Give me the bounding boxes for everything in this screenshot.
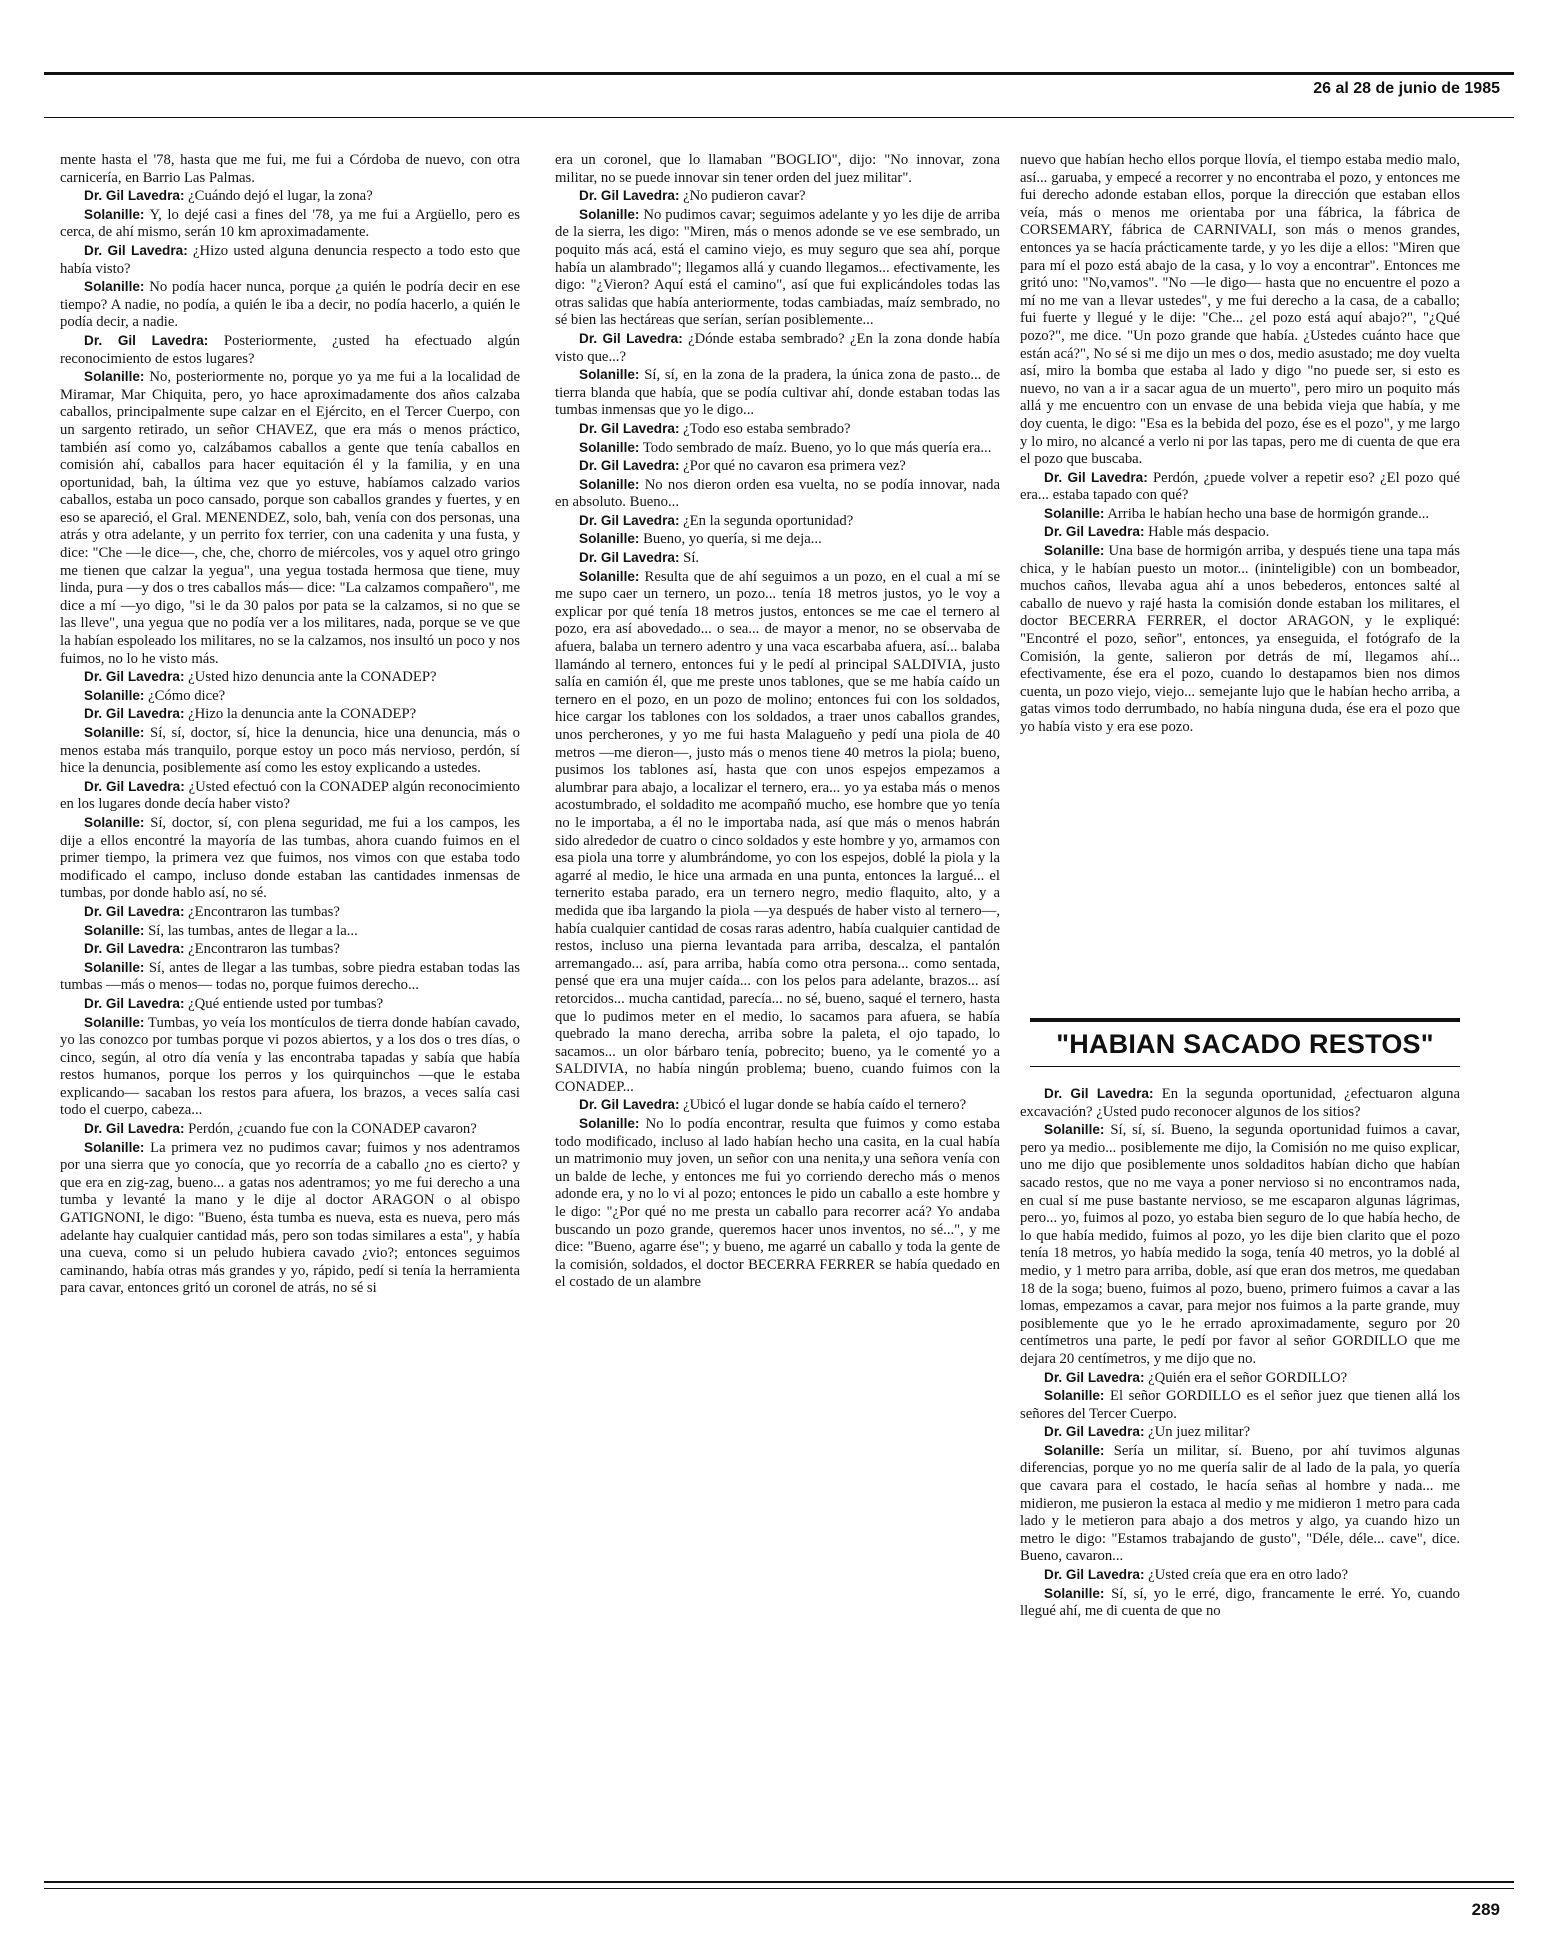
speaker-label: Solanille: [84, 725, 145, 740]
paragraph [1020, 523, 1460, 542]
speaker-label: Dr. Gil Lavedra: [84, 941, 185, 957]
speaker-label: Solanille: [84, 922, 145, 938]
paragraph-text: Sería un militar, sí. Bueno, por ahí tuvimos algunas diferencias, porque yo no me quería salir de al lado de la pala, yo quería que cavara para el costado, le hacía señas al hombre y nada... me midieron, me pusieron la estaca al medio y me midieron 1 metro para cada lado y le metieron para abajo a dos metros y algo, ya cuando hizo un metro le digo: "Estamos trabajando de gusto", "Déle, déle... cave", dice. Bueno, cavaron... [1020, 1442, 1460, 1565]
speaker-label: Dr. Gil Lavedra: [84, 903, 185, 919]
paragraph [60, 187, 520, 206]
text-column-3-top [1020, 152, 1460, 992]
paragraph-text: ¿Qué entiende usted por tumbas? [188, 995, 384, 1012]
paragraph [60, 995, 520, 1014]
speaker-label: Solanille: [1044, 1388, 1105, 1404]
speaker-label: Dr. Gil Lavedra: [1044, 524, 1145, 540]
speaker-label: Solanille: [84, 206, 145, 222]
header-rule-bottom [44, 117, 1514, 118]
paragraph-text: Arriba le habían hecho una base de hormigón grande... [1107, 505, 1430, 522]
paragraph [60, 368, 520, 668]
paragraph-text: Perdón, ¿puede volver a repetir eso? ¿El pozo qué era... estaba tapado con qué? [1020, 469, 1460, 504]
paragraph-text: ¿En la segunda oportunidad? [683, 512, 854, 529]
footer-rule-bottom [44, 1888, 1514, 1889]
speaker-label: Dr. Gil Lavedra: [579, 1097, 680, 1113]
paragraph [60, 1014, 520, 1121]
speaker-label: Dr. Gil Lavedra: [579, 512, 680, 528]
paragraph-text: ¿Por qué no cavaron esa primera vez? [683, 458, 906, 475]
text-column-2 [555, 152, 1000, 1872]
speaker-label: Solanille: [1044, 1442, 1105, 1458]
paragraph [1020, 1442, 1460, 1566]
paragraph-text: No lo podía encontrar, resulta que fuimos y como estaba todo modificado, incluso al lado habían hecho una casita, en la cual había un matrimonio muy joven, un señor con una nenita,y una señora venía con un balde de leche, y entonces me fui yo corriendo derecho más o menos adonde era, y no lo vi al pozo; entonces le pido un caballo a este hombre y le digo: "¿Por qué no me presta un caballo para recorrer acá? Yo andaba buscando un pozo grande, queremos hacer unos inventos, no sé...", y me dice: "Bueno, agarre ése"; y bueno, me agarré un caballo y toda la gente de la comisión, soldados, el doctor BECERRA FERRER se había quedado en el costado de un alambre [555, 1116, 1000, 1291]
paragraph [60, 940, 520, 959]
speaker-label: Dr. Gil Lavedra: [579, 420, 680, 436]
paragraph [1020, 1085, 1460, 1121]
speaker-label: Solanille: [579, 476, 640, 492]
speaker-label: Solanille: [1044, 1585, 1105, 1601]
speaker-label: Dr. Gil Lavedra: [84, 706, 185, 722]
speaker-label: Solanille: [84, 1139, 145, 1155]
header-rule-top [44, 72, 1514, 75]
paragraph-text: ¿Cómo dice? [148, 687, 226, 704]
speaker-label: Solanille: [579, 568, 640, 584]
paragraph [60, 724, 520, 778]
speaker-label: Dr. Gil Lavedra: [84, 995, 185, 1011]
paragraph [60, 814, 520, 903]
paragraph-text: Sí, doctor, sí, con plena seguridad, me fui a los campos, les dije a ellos encontré la mayoría de las tumbas, ahora cuando fuimos en el primer tiempo, la primera vez que fuimos, nos vimos con que estaba todo modificado el campo, incluso donde estaban las cantidades inmensas de tumbas, por donde hablo así, no sé. [60, 814, 520, 902]
paragraph-text: ¿Cuándo dejó el lugar, la zona? [188, 188, 373, 205]
speaker-label: Dr. Gil Lavedra: [579, 330, 683, 346]
paragraph [555, 512, 1000, 531]
paragraph [555, 476, 1000, 512]
paragraph [60, 242, 520, 278]
paragraph [60, 1120, 520, 1139]
speaker-label: Solanille: [84, 1014, 145, 1030]
paragraph-text: Una base de hormigón arriba, y después tiene una tapa más chica, y le habían puesto un motor... (ininteligible) con un bombeador, muchos caños, llevaba agua ahí a unos bebederos, entonces salté al caballo de nuevo y rajé hasta la comisión donde estaban los militares, el doctor BECERRA FERRER, el doctor ARAGON, y le expliqué: "Encontré el pozo, señor", entonces, ya enseguida, el fotógrafo de la Comisión, la gente, salieron por detrás de mí, llegamos ahí... efectivamente, ése era el pozo, cuando lo destapamos bien nos dimos cuenta, un pozo viejo, viejo... semejante lujo que le habían hecho arriba, a gatas vimos todo derrumbado, no había ninguna duda, ése era el pozo que yo había visto y era ese pozo. [1020, 543, 1460, 735]
speaker-label: Dr. Gil Lavedra: [84, 1121, 185, 1137]
speaker-label: Solanille: [1044, 543, 1105, 559]
paragraph [1020, 505, 1460, 524]
paragraph [1020, 1566, 1460, 1585]
paragraph-text: Tumbas, yo veía los montículos de tierra donde habían cavado, yo las conozco por tumbas porque vi pozos abiertos, y a los dos o tres días, o cinco, según, al otro día venía y las encontraba tapadas y sabía que había restos humanos, porque los perros y los quirquinchos —que le estaba explicando— sacaban los restos para afuera, los brazos, a veces salía casi todo el cuerpo, cabeza... [60, 1014, 520, 1119]
paragraph-text: ¿Hizo usted alguna denuncia respecto a todo esto que había visto? [60, 242, 520, 277]
text-column-3-bottom [1020, 1085, 1460, 1865]
paragraph-text: Sí. [683, 550, 700, 567]
paragraph-text: ¿Usted hizo denuncia ante la CONADEP? [188, 669, 437, 686]
speaker-label: Solanille: [579, 531, 640, 547]
paragraph [555, 1096, 1000, 1115]
paragraph-text: Bueno, yo quería, si me deja... [643, 531, 822, 548]
paragraph [1020, 1585, 1460, 1621]
paragraph-text: nuevo que habían hecho ellos porque llovía, el tiempo estaba medio malo, así... garuaba, y empecé a recorrer y no encontraba el pozo, y entonces me fui derecho adonde estaban ellos, porque la dirección que estaban ellos veía, más o menos me orientaba por una fábrica, la fábrica de CORSEMARY, fábrica de CARNIVALI, son más o menos grandes, entonces ya se hacía prácticamente tarde, y yo les dije a ellos: "Miren que para mí el pozo está abajo de la casa, y lo voy a encontrar". Entonces me gritó uno: "No,vamos". "No —le digo— hasta que no encuentre el pozo a mí no me van a llevar ustedes", y me fui derecho a la casa, de a caballo; fui fuerte y llegué y le dije: "Che... ¿el pozo está aquí abajo?", "¿Qué pozo?", me dice. "Un pozo grande que había. ¿Ustedes cuánto hace que están acá?", No sé si me dijo un mes o dos, medio asustado; me doy vuelta así, miro la bomba que estaba al lado y digo "no puede ser, si esto es nuevo, no van a ir a sacar agua de un muerto", pero miro un poquito más allá y me encuentro con un envase de una bebida vieja que había, y me doy cuenta, le digo: "Esa es la bebida del pozo, ése es el pozo", y me largo y lo miro, no alcancé a verlo ni por las tapas, pero me di cuenta de que era el pozo que buscaba. [1020, 152, 1460, 468]
paragraph-text: era un coronel, que lo llamaban "BOGLIO", dijo: "No innovar, zona militar, no se puede innovar sin tener orden del juez militar". [555, 152, 1000, 186]
paragraph-text: ¿Dónde estaba sembrado? ¿En la zona donde había visto que...? [555, 330, 1000, 365]
speaker-label: Solanille: [84, 687, 145, 703]
paragraph [1020, 1121, 1460, 1368]
paragraph-text: Sí, sí, sí. Bueno, la segunda oportunidad fuimos a cavar, pero ya medio... posiblemente me dijo, la Comisión no me quiso explicar, uno me dijo que posiblemente unos soldaditos habían dicho que habían sacado restos, que no me vaya a poner nervioso si no encontramos nada, en cual sí me puse bastante nervioso, se me escaparon algunas lágrimas, pero... yo, fuimos al pozo, yo estaba bien seguro de lo que había hecho, de lo que había medido, fuimos al pozo, yo les dije bien clarito que el pozo tenía 18 metros, yo había medido la soga, tenía 40 metros, yo la doblé al medio, y 1 metro para arriba, doble, así que eran dos metros, me quedaban 18 de la soga; bueno, fuimos al pozo, bueno, primero fuimos a cavar a las lomas, empezamos a cavar, para mejor nos fuimos a la parte grande, muy posiblemente que yo le he errado aproximadamente, seguro por 20 centímetros una parte, le pedí por favor al señor GORDILLO que me dejara 20 centímetros, y me dijo que no. [1020, 1122, 1460, 1367]
paragraph [60, 1139, 520, 1298]
paragraph [555, 152, 1000, 187]
paragraph-text: ¿Quién era el señor GORDILLO? [1148, 1369, 1348, 1386]
speaker-label: Dr. Gil Lavedra: [1044, 1369, 1145, 1385]
speaker-label: Dr. Gil Lavedra: [1044, 1567, 1145, 1583]
page-number: 289 [1471, 1900, 1500, 1919]
paragraph [555, 330, 1000, 366]
paragraph-text: ¿Encontraron las tumbas? [188, 903, 340, 920]
speaker-label: Dr. Gil Lavedra: [579, 458, 680, 474]
speaker-label: Dr. Gil Lavedra: [84, 332, 209, 348]
paragraph-text: El señor GORDILLO es el señor juez que tienen allá los señores del Tercer Cuerpo. [1020, 1388, 1460, 1422]
speaker-label: Dr. Gil Lavedra: [84, 242, 188, 258]
paragraph [1020, 542, 1460, 737]
speaker-label: Solanille: [84, 959, 145, 975]
speaker-label: Solanille: [579, 439, 640, 455]
paragraph [555, 549, 1000, 568]
text-column-1 [60, 152, 520, 1872]
speaker-label: Solanille: [1044, 505, 1105, 521]
paragraph-text: mente hasta el '78, hasta que me fui, me fui a Córdoba de nuevo, con otra carnicería, en Barrio Las Palmas. [60, 152, 520, 186]
speaker-label: Dr. Gil Lavedra: [84, 669, 185, 685]
paragraph-text: En la segunda oportunidad, ¿efectuaron alguna excavación? ¿Usted pudo reconocer algunos de los sitios? [1020, 1086, 1460, 1120]
speaker-label: Solanille: [579, 367, 640, 383]
paragraph [555, 206, 1000, 330]
paragraph [60, 922, 520, 941]
paragraph [555, 530, 1000, 549]
speaker-label: Dr. Gil Lavedra: [84, 188, 185, 204]
paragraph-text: No podía hacer nunca, porque ¿a quién le podría decir en ese tiempo? A nadie, no podía, a quién le iba a decir, no podía hacerlo, a quién le podía decir, a nadie. [60, 279, 520, 331]
paragraph [60, 206, 520, 242]
paragraph-text: Sí, sí, doctor, sí, hice la denuncia, hice una denuncia, más o menos estaba más tranquilo, porque estoy un poco más nervioso, perdón, sí hice la denuncia, posiblemente así como les estoy explicando a ustedes. [60, 725, 520, 777]
paragraph [60, 332, 520, 368]
footer-rule-top [44, 1881, 1514, 1883]
paragraph-text: Sí, sí, en la zona de la pradera, la única zona de pasto... de tierra blanda que había, que se podía cultivar ahí, donde estaban todas las tumbas inmensas que yo le digo... [555, 367, 1000, 419]
speaker-label: Solanille: [579, 1116, 640, 1132]
paragraph [60, 668, 520, 687]
paragraph [1020, 1387, 1460, 1423]
speaker-label: Solanille: [84, 814, 145, 830]
paragraph-text: No nos dieron orden esa vuelta, no se podía innovar, nada en absoluto. Bueno... [555, 476, 1000, 511]
paragraph-text: Perdón, ¿cuando fue con la CONADEP cavaron? [188, 1121, 477, 1138]
paragraph [60, 705, 520, 724]
speaker-label: Dr. Gil Lavedra: [1044, 469, 1148, 485]
paragraph-text: Hable más despacio. [1148, 524, 1270, 541]
paragraph [60, 152, 520, 187]
paragraph [60, 687, 520, 706]
paragraph-text: ¿No pudieron cavar? [683, 188, 806, 205]
paragraph [555, 568, 1000, 1097]
speaker-label: Dr. Gil Lavedra: [579, 188, 680, 204]
speaker-label: Solanille: [1044, 1122, 1105, 1138]
speaker-label: Dr. Gil Lavedra: [84, 778, 185, 794]
issue-date: 26 al 28 de junio de 1985 [1313, 80, 1500, 97]
paragraph [555, 187, 1000, 206]
paragraph-text: La primera vez no pudimos cavar; fuimos y nos adentramos por una sierra que yo conocía, que yo recorría de a caballo ¿no es cierto? y que era en zig-zag, bueno... a gatas nos adentramos; yo me fui derecho a una tumba y levanté la mano y le dije al doctor ARAGON o al obispo GATIGNONI, le digo: "Bueno, ésta tumba es nueva, esta es nueva, pero más adelante hay cualquier cantidad más, pero son todas similares a esta", y había una cueva, como si un peludo hubiera cavado ¿vio?; entonces seguimos caminando, había otras más grandes y yo, rápido, pedí si tenía la herramienta para cavar, entonces gritó un coronel de atrás, no sé si [60, 1139, 520, 1297]
paragraph-text: Sí, sí, yo le erré, digo, francamente le erré. Yo, cuando llegué ahí, me di cuenta de que no [1020, 1585, 1460, 1620]
paragraph [555, 457, 1000, 476]
speaker-label: Dr. Gil Lavedra: [579, 550, 680, 566]
paragraph-text: Y, lo dejé casi a fines del '78, ya me fui a Argüello, pero es cerca, de ahí mismo, serán 10 km aproximadamente. [60, 206, 520, 241]
paragraph-text: ¿Encontraron las tumbas? [188, 941, 340, 958]
paragraph [1020, 469, 1460, 505]
paragraph-text: No pudimos cavar; seguimos adelante y yo les dije de arriba de la sierra, les digo: "Miren, más o menos adonde se ve ese sembrado, un poquito más acá, está el camino viejo, es muy seguro que sea ahí, porque había un alambrado"; llegamos allá y cuando llegamos... efectivamente, les digo: "¿Vieron? Aquí está el camino", así que fui explicándoles todas las otras salidas que había anteriormente, todas cambiadas, maíz sembrado, no sé bien las hectáreas que serían, serían posiblemente... [555, 206, 1000, 329]
section-heading: "HABIAN SACADO RESTOS" [1030, 1018, 1460, 1067]
speaker-label: Dr. Gil Lavedra: [1044, 1424, 1145, 1440]
speaker-label: Solanille: [84, 279, 145, 295]
paragraph-text: ¿Hizo la denuncia ante la CONADEP? [188, 706, 417, 723]
paragraph [555, 420, 1000, 439]
speaker-label: Solanille: [84, 369, 145, 385]
paragraph [555, 366, 1000, 420]
paragraph-text: Sí, las tumbas, antes de llegar a la... [148, 922, 358, 939]
speaker-label: Solanille: [579, 206, 640, 222]
paragraph-text: Posteriormente, ¿usted ha efectuado algún reconocimiento de estos lugares? [60, 332, 520, 367]
paragraph-text: ¿Todo eso estaba sembrado? [683, 420, 851, 437]
paragraph-text: ¿Un juez militar? [1148, 1424, 1251, 1441]
paragraph [555, 1115, 1000, 1292]
paragraph [60, 778, 520, 814]
paragraph-text: ¿Usted creía que era en otro lado? [1148, 1567, 1348, 1584]
paragraph-text: Resulta que de ahí seguimos a un pozo, en el cual a mí se me supo caer un ternero, un pozo... tenía 18 metros justos, yo le voy a explicar por qué tenía 18 metros justos, entonces se me cae el ternero al pozo, era así abovedado... o sea... de mayor a menor, no se observaba de afuera, balaba un ternero adentro y una vaca escarbaba afuera, así... balaba llamándo al ternero, entonces fui y le pedí al principal SALDIVIA, justo salía en camión él, que me preste unos tablones, que se me había caído un ternero en el pozo, en un pozo de molino; entonces fui con los soldados, hice cargar los tablones con los soldados, a traer unos caballos grandes, unos percherones, y yo me fui hasta Malagueño y pedí una piola de 40 metros —me dieron—, justo más o menos tiene 40 metros la piola; bueno, pusimos los tablones así, hasta que con unos espejos empezamos a alumbrar para abajo, a localizar el ternero, era... yo ya estaba más o menos acostumbrado, el soldadito me acompañó mucho, ese hombre que yo tenía no le importaba, a él no le importaba nada, así que más o menos habrán sido alrededor de cuatro o cinco soldados y este hombre y yo, armamos con esa piola una torre y alumbrándome, yo con los espejos, doblé la piola y la agarré al medio, le hice una armada en una punta, entonces la largué... el ternerito estaba parado, era un ternero negro, medio flaquito, alto, y a medida que iba largando la piola —ya después de haber visto al ternero—, había cualquier cantidad de cosas raras adentro, había cualquier cantidad de restos, incluso una pierna levantada para arriba, descalza, el pantalón arremangado... así, para arriba, había como otra persona... como sentada, pensé que era una mujer caída... con los pelos para adelante, brazos... así retorcidos... mucha cantidad, parecía... no sé, bueno, saqué el ternero, hasta que lo pudimos meter en el medio, lo sacamos para afuera, se había quebrado la mano derecha, arriba sobre la paleta, el ojo tapado, lo sacamos... un olor bárbaro tenía, pobrecito; bueno, ya le comenté yo a SALDIVIA, no había ningún problema; bueno, cuando fuimos con la CONADEP... [555, 568, 1000, 1095]
paragraph [60, 278, 520, 332]
paragraph [60, 959, 520, 995]
paragraph-text: Sí, antes de llegar a las tumbas, sobre piedra estaban todas las tumbas —más o menos— todas no, porque fuimos derecho... [60, 959, 520, 994]
speaker-label: Dr. Gil Lavedra: [1044, 1086, 1154, 1101]
paragraph [1020, 1423, 1460, 1442]
paragraph-text: ¿Usted efectuó con la CONADEP algún reconocimiento en los lugares donde decía haber visto? [60, 778, 520, 813]
paragraph-text: Todo sembrado de maíz. Bueno, yo lo que más quería era... [642, 439, 992, 456]
paragraph [555, 439, 1000, 458]
paragraph-text: No, posteriormente no, porque yo ya me fui a la localidad de Miramar, Mar Chiquita, pero, yo hace aproximadamente dos años calzaba caballos, principalmente supe calzar en el Ejército, en el Tercer Cuerpo, con un sargento retirado, un señor CHAVEZ, que era más o menos práctico, también así como yo, calzábamos caballos a gente que tenía caballos en comisión ahí, caballos para hacer equitación él y la familia, y en una oportunidad, bah, la última vez que yo estuve, habíamos calzado varios caballos, estaba un poco cansado, porque son caballos grandes y fuertes, y en eso se apareció, el Gral. MENENDEZ, solo, bah, venía con dos personas, una atrás y otra adelante, y un perrito fox terrier, con una cadenita y una fusta, y dice: "Che —le dice—, che, che, chorro de miércoles, vos y aquel otro gringo me tienen que calzar la yegua", una yegua tostada hermosa que tiene, muy linda, pura —y dos o tres caballos más— dice: "La calzamos compañero", me dice a mí —yo digo, "si le da 30 palos por pata se la calzamos, si no que se las lleve", una yegua que no podía ver a los militares, nada, porque se ve que la habían espoleado los militares, no se la calzamos, nos insultó un poco y nos fuimos, no lo he visto más. [60, 369, 520, 667]
paragraph [1020, 152, 1460, 469]
paragraph [60, 903, 520, 922]
paragraph [1020, 1369, 1460, 1388]
paragraph-text: ¿Ubicó el lugar donde se había caído el ternero? [683, 1097, 967, 1114]
